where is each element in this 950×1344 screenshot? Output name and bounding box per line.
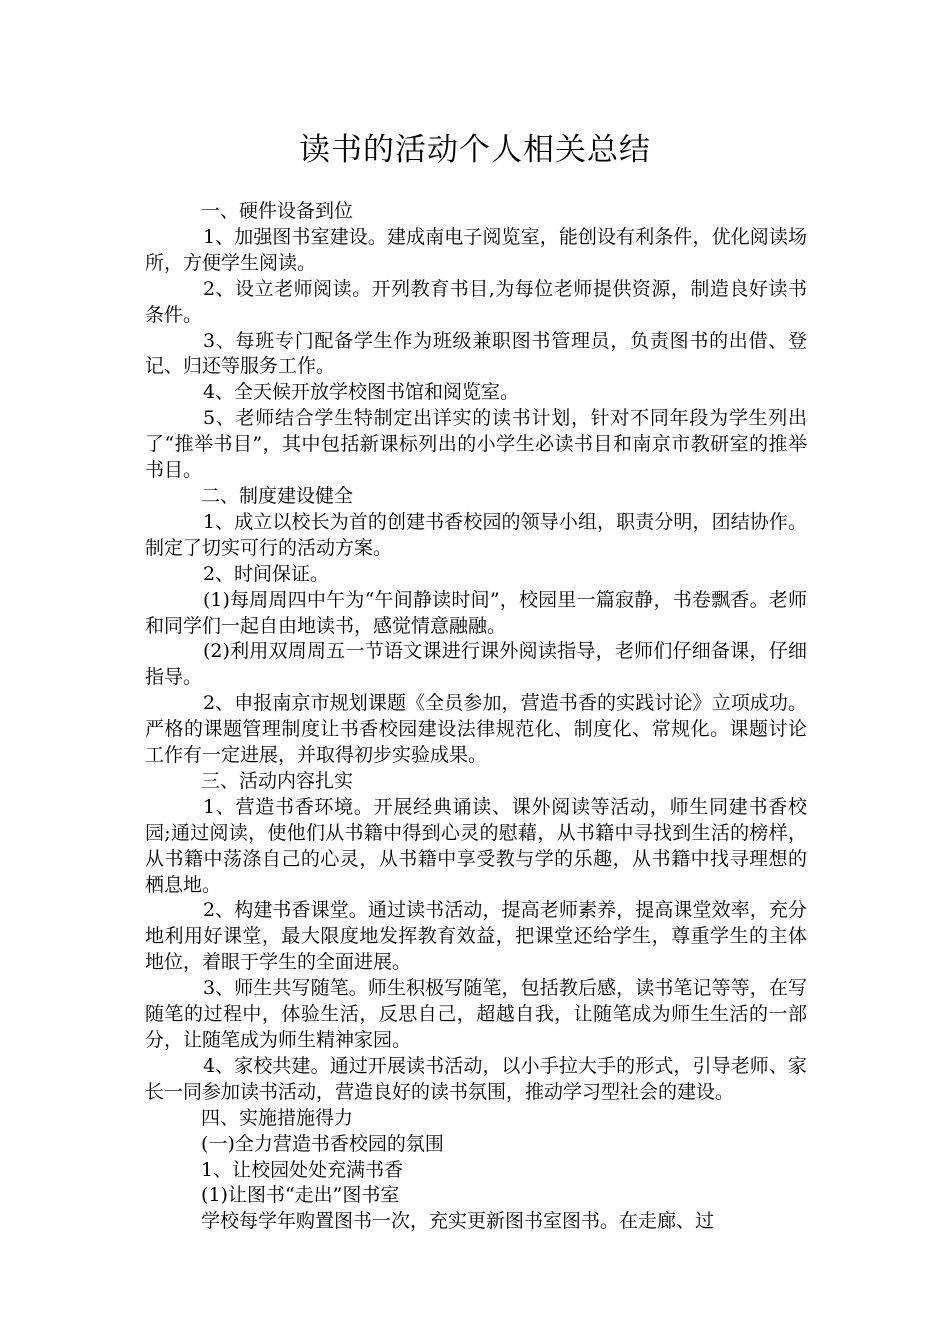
paragraph: 1、加强图书室建设。建成南电子阅览室，能创设有利条件，优化阅读场所，方便学生阅读。 (145, 225, 807, 274)
section-heading: 二、制度建设健全 (201, 484, 354, 507)
subsection-heading: (一)全力营造书香校园的氛围 (201, 1132, 444, 1155)
paragraph: 4、全天候开放学校图书馆和阅览室。 (202, 381, 520, 404)
section-heading: 一、硬件设备到位 (201, 200, 354, 222)
section-heading: 三、活动内容扎实 (201, 769, 354, 792)
paragraph: 2、设立老师阅读。开列教育书目,为每位老师提供资源，制造良好读书条件。 (145, 277, 807, 326)
paragraph: 4、家校共建。通过开展读书活动，以小手拉大手的形式，引导老师、家长一同参加读书活动，营造良好的读书氛围，推动学习型社会的建设。 (145, 1054, 807, 1103)
subsection-heading: 1、让校园处处充满书香 (201, 1158, 404, 1181)
paragraph: (2)利用双周周五一节语文课进行课外阅读指导，老师们仔细备课，仔细指导。 (145, 640, 807, 689)
paragraph: 1、营造书香环境。开展经典诵读、课外阅读等活动，师生同建书香校园;通过阅读，使他们从书籍中得到心灵的慰藉，从书籍中寻找到生活的榜样，从书籍中荡涤自己的心灵，从书籍中享受教与学的乐趣，从书籍中找寻理想的栖息地。 (145, 795, 807, 896)
paragraph: 2、构建书香课堂。通过读书活动，提高老师素养，提高课堂效率，充分地利用好课堂，最大限度地发挥教育效益，把课堂还给学生，尊重学生的主体地位，着眼于学生的全面进展。 (145, 899, 807, 974)
subsection-heading: (1)让图书“走出”图书室 (201, 1184, 400, 1207)
paragraph: 1、成立以校长为首的创建书香校园的领导小组，职责分明，团结协作。制定了切实可行的活动方案。 (145, 510, 807, 559)
section-heading: 四、实施措施得力 (201, 1106, 354, 1129)
paragraph: 2、时间保证。 (202, 562, 330, 585)
paragraph: 3、每班专门配备学生作为班级兼职图书管理员，负责图书的出借、登记、归还等服务工作。 (145, 329, 807, 378)
paragraph: (1)每周周四中午为“午间静读时间”，校园里一篇寂静，书卷飘香。老师和同学们一起自由地读书，感觉情意融融。 (145, 588, 807, 637)
document-title: 读书的活动个人相关总结 (299, 132, 651, 168)
paragraph: 5、老师结合学生特制定出详实的读书计划，针对不同年段为学生列出了“推举书目”，其中包括新课标列出的小学生必读书目和南京市教研室的推举书目。 (145, 407, 807, 482)
paragraph: 学校每学年购置图书一次，充实更新图书室图书。在走廊、过 (201, 1210, 715, 1233)
paragraph: 2、申报南京市规划课题《全员参加，营造书香的实践讨论》立项成功。严格的课题管理制度让书香校园建设法律规范化、制度化、常规化。课题讨论工作有一定进展，并取得初步实验成果。 (145, 692, 807, 767)
document-body (145, 199, 807, 1235)
paragraph: 3、师生共写随笔。师生积极写随笔，包括教后感，读书笔记等等，在写随笔的过程中，体验生活，反思自己，超越自我，让随笔成为师生生活的一部分，让随笔成为师生精神家园。 (145, 977, 807, 1051)
